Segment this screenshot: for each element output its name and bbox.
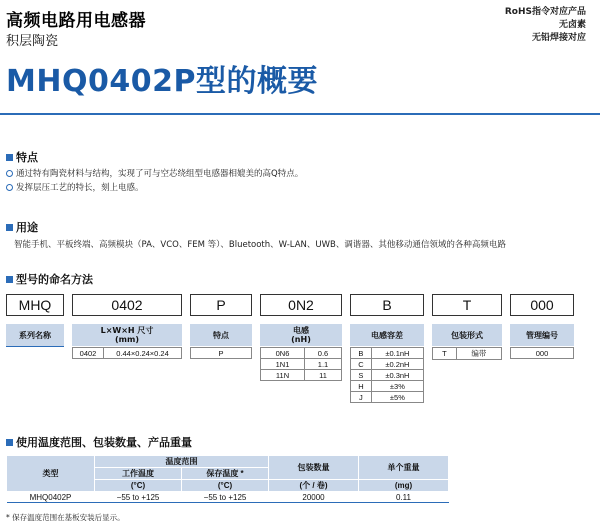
- label-management: 管理编号: [510, 324, 574, 346]
- col-op-unit: (°C): [95, 480, 182, 492]
- compliance-block: [505, 6, 586, 45]
- category-title: 高频电路用电感器: [6, 11, 146, 31]
- section-square-icon: [6, 276, 13, 283]
- table-row: [433, 348, 502, 360]
- feature-item-text: 通过特有陶瓷材料与结构，实现了可与空芯绕组型电感器相媲美的高Q特点。: [16, 169, 304, 179]
- ind-value: 1.1: [305, 359, 342, 370]
- circle-bullet-icon: [6, 184, 13, 191]
- applications-text: 智能手机、平板终端、高频模块（PA、VCO、FEM 等）、Bluetooth、W-LAN、UWB、调谐器、其他移动通信领域的各种高频电路: [14, 240, 506, 250]
- table-row: [351, 392, 424, 403]
- table-row: [73, 348, 182, 359]
- col-weight-unit: (mg): [359, 480, 449, 492]
- label-inductance: 电感 (nH): [260, 324, 342, 346]
- mgmt-code: 000: [511, 348, 574, 359]
- ind-code: 0N6: [261, 348, 305, 359]
- naming-heading: [6, 271, 93, 287]
- compliance-rohs: RoHS指令对应产品: [504, 7, 586, 17]
- feature-item: [6, 167, 303, 179]
- ratings-heading-text: 使用温度范围、包装数量、产品重量: [16, 436, 192, 449]
- compliance-halogen-free: 无卤素: [558, 20, 586, 30]
- label-tolerance: 电感容差: [350, 324, 424, 346]
- table-row: [351, 370, 424, 381]
- table-row: [351, 381, 424, 392]
- compliance-lead-free: 无铅焊接对应: [531, 33, 586, 43]
- feature-item: [6, 181, 144, 193]
- storage-footnote: * 保存温度范围在基板安装后显示。: [6, 513, 125, 522]
- packaging-table: [432, 347, 502, 360]
- col-store-unit: (°C): [182, 480, 269, 492]
- table-row: [351, 359, 424, 370]
- col-op-temp: 工作温度: [95, 468, 182, 480]
- table-row: [261, 348, 342, 359]
- applications-heading-text: 用途: [16, 221, 38, 234]
- pn-segment-size: 0402: [72, 294, 182, 316]
- size-dims: 0.44×0.24×0.24: [104, 348, 182, 359]
- section-square-icon: [6, 439, 13, 446]
- pn-segment-feature: P: [190, 294, 252, 316]
- tol-value: ±0.3nH: [371, 370, 423, 381]
- pack-code: T: [433, 348, 457, 360]
- table-row: [191, 348, 252, 359]
- label-packaging: 包装形式: [432, 324, 502, 346]
- title-divider: [0, 113, 600, 115]
- feature-code: P: [191, 348, 252, 359]
- tol-value: ±0.1nH: [371, 348, 423, 359]
- label-rule: [6, 346, 64, 347]
- table-row: [261, 370, 342, 381]
- table-row: [511, 348, 574, 359]
- ind-code: 11N: [261, 370, 305, 381]
- row-weight: 0.11: [359, 492, 449, 503]
- label-series: 系列名称: [6, 324, 64, 346]
- ind-value: 11: [305, 370, 342, 381]
- row-store-temp: −55 to +125: [182, 492, 269, 503]
- main-title: MHQ0402P型的概要: [6, 64, 318, 99]
- management-table: [510, 347, 574, 359]
- col-type: 类型: [7, 456, 95, 492]
- features-heading: [6, 149, 38, 165]
- tol-value: ±0.2nH: [371, 359, 423, 370]
- naming-heading-text: 型号的命名方法: [16, 273, 93, 286]
- pn-segment-series: MHQ: [6, 294, 64, 316]
- tol-value: ±5%: [371, 392, 423, 403]
- tol-code: J: [351, 392, 372, 403]
- row-qty: 20000: [269, 492, 359, 503]
- col-qty: 包装数量: [269, 456, 359, 480]
- label-size: L×W×H 尺寸 (mm): [72, 324, 182, 346]
- tol-code: C: [351, 359, 372, 370]
- circle-bullet-icon: [6, 170, 13, 177]
- feature-item-text: 发挥层压工艺的特长，刻上电感。: [16, 183, 144, 193]
- table-row: [261, 359, 342, 370]
- col-weight: 单个重量: [359, 456, 449, 480]
- applications-heading: [6, 219, 38, 235]
- section-square-icon: [6, 154, 13, 161]
- tolerance-table: [350, 347, 424, 403]
- row-type: MHQ0402P: [7, 492, 95, 503]
- ratings-table: [6, 455, 449, 503]
- table-row: [351, 348, 424, 359]
- table-row: [7, 492, 449, 503]
- size-code: 0402: [73, 348, 104, 359]
- col-temp-range: 温度范围: [95, 456, 269, 468]
- ind-code: 1N1: [261, 359, 305, 370]
- features-heading-text: 特点: [16, 151, 38, 164]
- table-header-row: [7, 456, 449, 468]
- category-subtitle: 积层陶瓷: [6, 34, 59, 49]
- label-feature: 特点: [190, 324, 252, 346]
- row-op-temp: −55 to +125: [95, 492, 182, 503]
- col-store-temp: 保存温度 *: [182, 468, 269, 480]
- pack-value: 编带: [456, 348, 501, 360]
- feature-table: [190, 347, 252, 359]
- section-square-icon: [6, 224, 13, 231]
- tol-code: B: [351, 348, 372, 359]
- pn-segment-management: 000: [510, 294, 574, 316]
- ind-value: 0.6: [305, 348, 342, 359]
- tol-code: S: [351, 370, 372, 381]
- tol-value: ±3%: [371, 381, 423, 392]
- ratings-heading: [6, 434, 192, 450]
- pn-segment-tolerance: B: [350, 294, 424, 316]
- size-table: [72, 347, 182, 359]
- tol-code: H: [351, 381, 372, 392]
- pn-segment-inductance: 0N2: [260, 294, 342, 316]
- col-qty-unit: (个 / 卷): [269, 480, 359, 492]
- pn-segment-packaging: T: [432, 294, 502, 316]
- inductance-table: [260, 347, 342, 381]
